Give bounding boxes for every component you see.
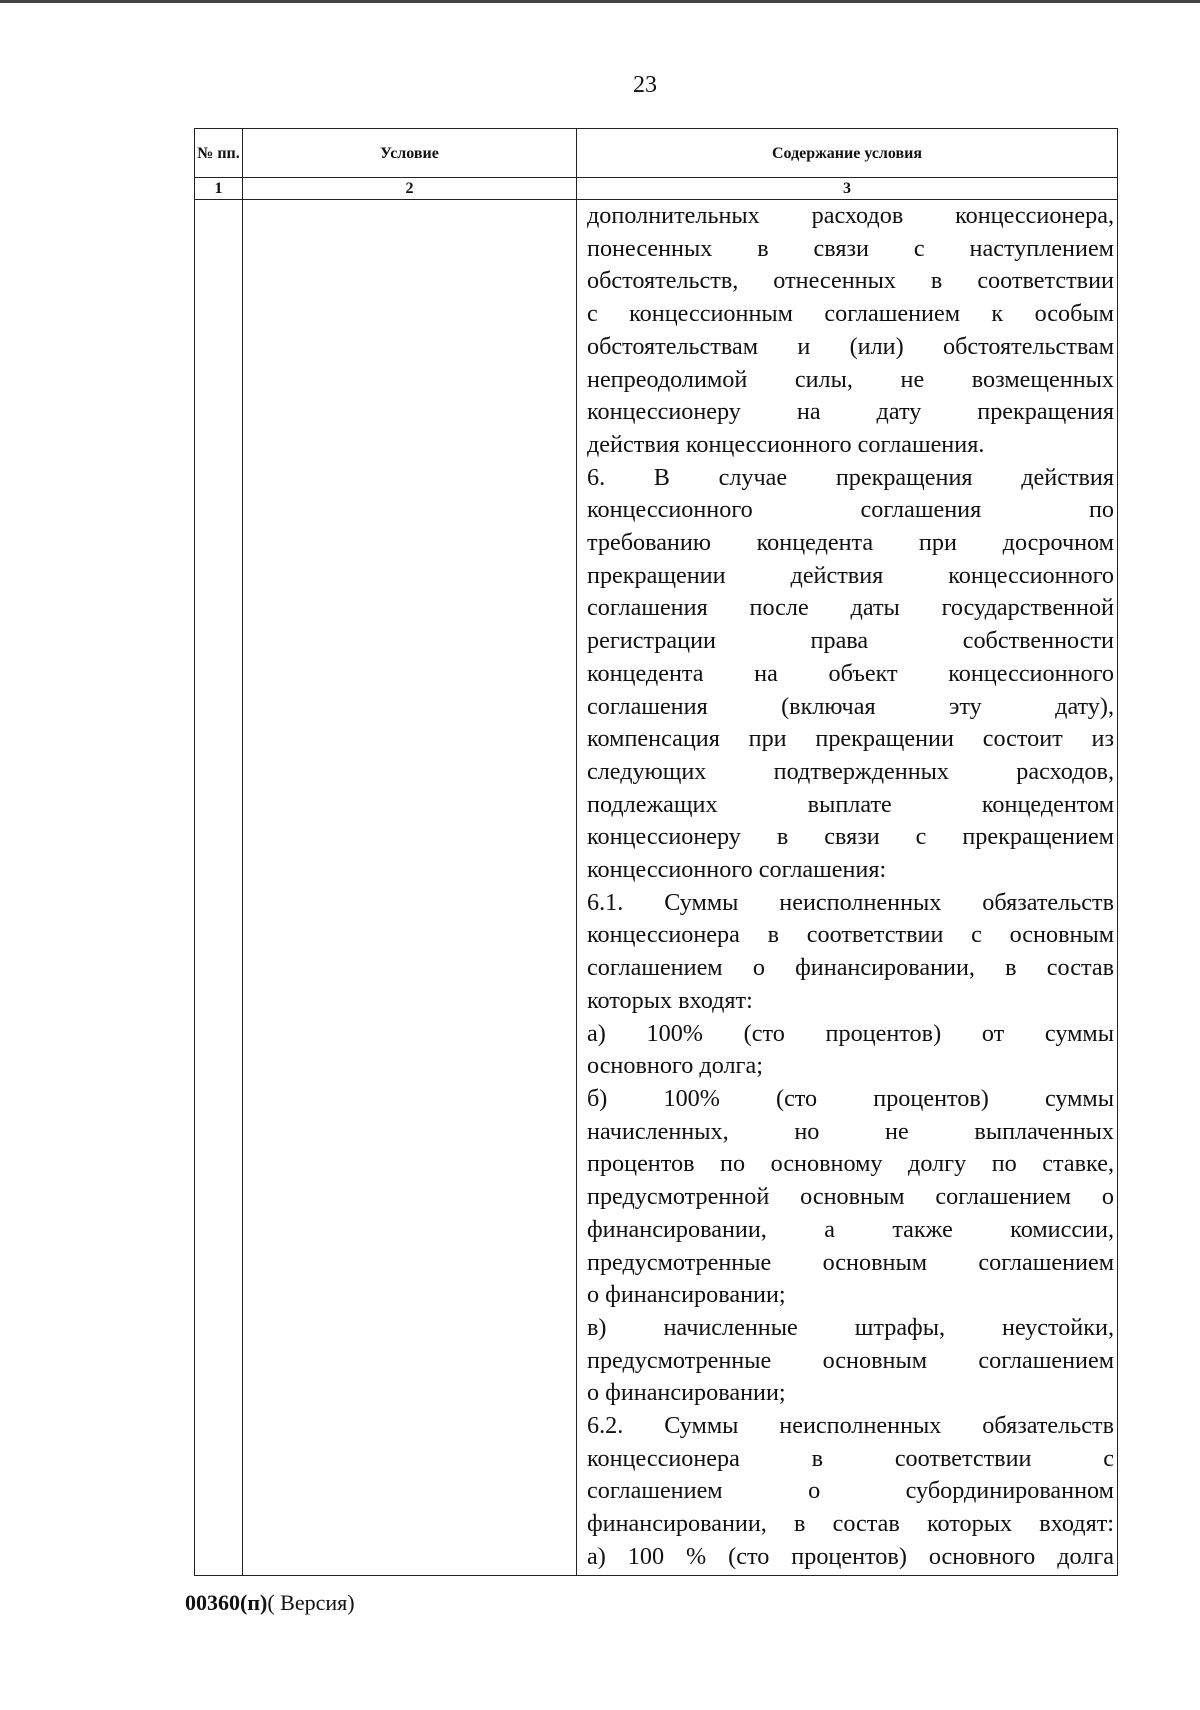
- condition-content-text: [577, 200, 1117, 1574]
- content-line: б) 100% (сто процентов) суммы: [587, 1084, 1114, 1112]
- content-line: соглашения (включая эту дату),: [587, 692, 1114, 720]
- content-line: 6. В случае прекращения действия: [587, 463, 1114, 491]
- conditions-table: [194, 128, 1118, 1576]
- content-line: концессионного соглашения по: [587, 496, 1114, 524]
- header-number: № пп.: [195, 129, 243, 178]
- header-condition: Условие: [243, 129, 577, 178]
- content-line: подлежащих выплате концедентом: [587, 790, 1114, 818]
- content-line: соглашением о финансировании, в состав: [587, 954, 1114, 982]
- content-line: финансировании, а также комиссии,: [587, 1215, 1114, 1243]
- content-line: концессионеру в связи с прекращением: [587, 823, 1114, 851]
- column-number-row: [195, 178, 1118, 200]
- content-line: требованию концедента при досрочном: [587, 529, 1114, 557]
- content-line: предусмотренные основным соглашением: [587, 1248, 1114, 1276]
- document-footer: [185, 1590, 355, 1616]
- column-number-1: 1: [195, 178, 243, 200]
- header-content: Содержание условия: [577, 129, 1118, 178]
- content-line: начисленных, но не выплаченных: [587, 1117, 1114, 1145]
- row-content-cell: [577, 200, 1118, 1576]
- row-condition-cell: [243, 200, 577, 1576]
- content-line: прекращении действия концессионного: [587, 561, 1114, 589]
- content-line: 6.2. Суммы неисполненных обязательств: [587, 1412, 1114, 1440]
- content-line: обстоятельств, отнесенных в соответствии: [587, 267, 1114, 295]
- column-number-2: 2: [243, 178, 577, 200]
- content-line: с концессионным соглашением к особым: [587, 300, 1114, 328]
- table-row: [195, 200, 1118, 1576]
- content-line: о финансировании;: [587, 1281, 786, 1309]
- content-line: финансировании, в состав которых входят:: [587, 1510, 1114, 1538]
- content-line: предусмотренные основным соглашением: [587, 1346, 1114, 1374]
- content-line: 6.1. Суммы неисполненных обязательств: [587, 888, 1114, 916]
- content-line: регистрации права собственности: [587, 627, 1114, 655]
- content-line: понесенных в связи с наступлением: [587, 234, 1114, 262]
- document-code: 00360(п): [185, 1590, 268, 1615]
- content-line: процентов по основному долгу по ставке,: [587, 1150, 1114, 1178]
- row-number-cell: [195, 200, 243, 1576]
- content-line: о финансировании;: [587, 1379, 786, 1407]
- content-line: концессионного соглашения:: [587, 856, 887, 884]
- content-line: соглашением о субординированном: [587, 1477, 1114, 1505]
- content-line: непреодолимой силы, не возмещенных: [587, 365, 1114, 393]
- content-line: концессионера в соответствии с основным: [587, 921, 1114, 949]
- scan-top-edge: [0, 0, 1200, 3]
- page-number: 23: [633, 72, 657, 98]
- content-line: компенсация при прекращении состоит из: [587, 725, 1114, 753]
- table-header-row: [195, 129, 1118, 178]
- content-line: которых входят:: [587, 986, 753, 1014]
- content-line: концедента на объект концессионного: [587, 659, 1114, 687]
- document-version: ( Версия): [267, 1590, 355, 1615]
- content-line: концессионеру на дату прекращения: [587, 398, 1114, 426]
- content-line: следующих подтвержденных расходов,: [587, 757, 1114, 785]
- content-line: соглашения после даты государственной: [587, 594, 1114, 622]
- content-line: концессионера в соответствии с: [587, 1444, 1114, 1472]
- content-line: основного долга;: [587, 1052, 763, 1080]
- content-line: дополнительных расходов концессионера,: [587, 202, 1114, 229]
- column-number-3: 3: [577, 178, 1118, 200]
- content-line: действия концессионного соглашения.: [587, 430, 985, 458]
- content-line: а) 100 % (сто процентов) основного долга: [587, 1542, 1114, 1570]
- content-line: в) начисленные штрафы, неустойки,: [587, 1313, 1114, 1341]
- content-line: предусмотренной основным соглашением о: [587, 1183, 1114, 1211]
- content-line: обстоятельствам и (или) обстоятельствам: [587, 332, 1114, 360]
- content-line: а) 100% (сто процентов) от суммы: [587, 1019, 1114, 1047]
